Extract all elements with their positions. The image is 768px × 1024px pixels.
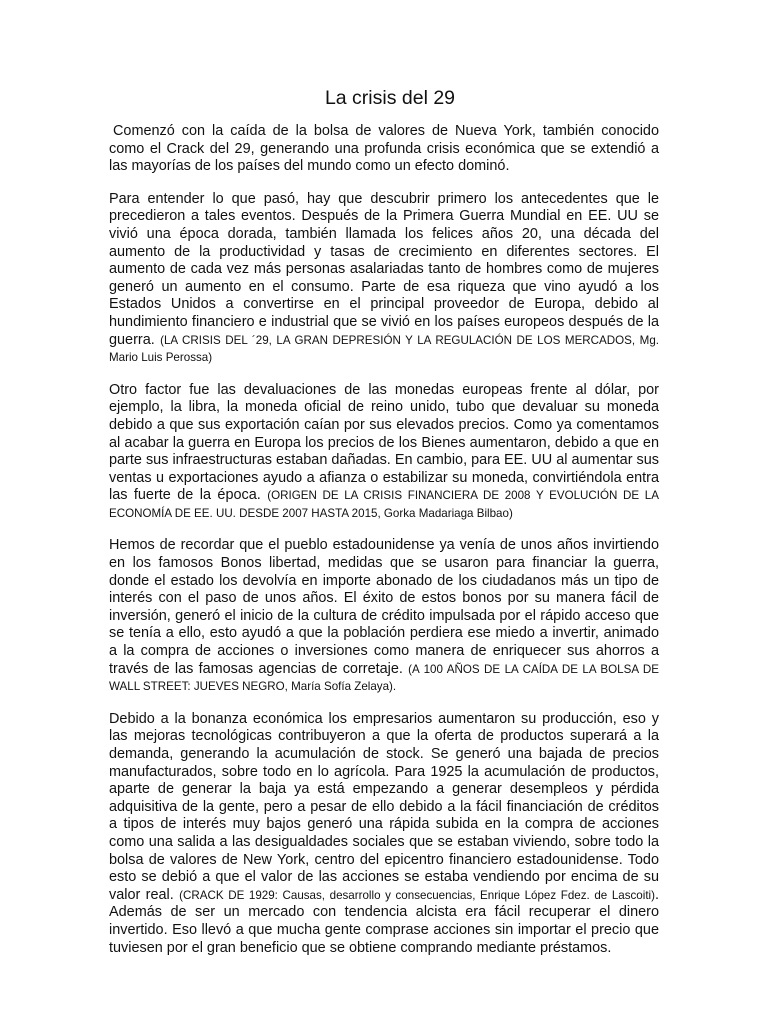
paragraph-text: Debido a la bonanza económica los empresarios aumentaron su producción, eso y las mejoras tecnológicas contribuyeron a que la oferta de productos superará a la demanda, generando la acumulación de stock. Se generó una bajada de precios manufacturados, sobre todo en lo agrícola. Para 1925 la acumulación de productos, aparte de generar la baja ya está empezando a generar desempleos y pérdida adquisitiva de la gente, pero a pesar de ello debido a la fácil financiación de créditos a tipos de interés muy bajos generó una rápida subida en la compra de acciones como una salida a las desigualdades sociales que se estaban viviendo, sobre todo la bolsa de valores de New York, centro del epicentro financiero estadounidense. Todo esto se debió a que el valor de las acciones se estaba vendiendo por encima de su valor real. [109, 710, 659, 903]
citation: (CRACK DE 1929: Causas, desarrollo y consecuencias, Enrique López Fdez. de Lascoiti) [179, 888, 655, 902]
paragraph-liberty-bonds [109, 537, 659, 695]
paragraph-text: Hemos de recordar que el pueblo estadounidense ya venía de unos años invirtiendo en los famosos Bonos libertad, medidas que se usaron para financiar la guerra, donde el estado los devolvía en importe abonado de los ciudadanos más un tipo de interés con el paso de unos años. El éxito de estos bonos por su manera fácil de inversión, generó el inicio de la cultura de crédito impulsada por el rápido acceso que se tenía a ello, esto ayudó a que la población perdiera ese miedo a invertir, animado a la compra de acciones o inversiones como manera de enriquecer sus ahorros a través de las famosas agencias de corretaje. [109, 537, 659, 677]
citation: (ORIGEN DE LA CRISIS FINANCIERA DE 2008 Y EVOLUCIÓN DE LA ECONOMÍA DE EE. UU. DESDE 2007 HASTA 2015, Gorka Madariaga Bilbao) [109, 489, 659, 520]
paragraph-overproduction [109, 711, 659, 957]
citation: (LA CRISIS DEL ´29, LA GRAN DEPRESIÓN Y LA REGULACIÓN DE LOS MERCADOS, Mg. Mario Luis Perossa) [109, 333, 660, 365]
paragraph-intro [109, 123, 659, 176]
citation: (A 100 AÑOS DE LA CAÍDA DE LA BOLSA DE WALL STREET: JUEVES NEGRO, María Sofía Zelaya). [109, 662, 659, 694]
paragraph-text: Para entender lo que pasó, hay que descubrir primero los antecedentes que le precedieron a tales eventos. Después de la Primera Guerra Mundial en EE. UU se vivió una época dorada, también llamada los felices años 20, una década del aumento de la productividad y tasas de crecimiento en diferentes sectores. El aumento de cada vez más personas asalariadas tanto de hombres como de mujeres generó un aumento en el consumo. Parte de esa riqueza que vino ayudó a los Estados Unidos a convertirse en el principal proveedor de Europa, debido al hundimiento financiero e industrial que se vivió en los países europeos después de la guerra. [109, 190, 659, 348]
paragraph-background [109, 191, 659, 367]
paragraph-devaluation [109, 382, 659, 523]
paragraph-text: Comenzó con la caída de la bolsa de valores de Nueva York, también conocido como el Crack del 29, generando una profunda crisis económica que se extendió a las mayorías de los países del mundo como un efecto dominó. [109, 123, 659, 175]
paragraph-text: Otro factor fue las devaluaciones de las monedas europeas frente al dólar, por ejemplo, la libra, la moneda oficial de reino unido, tubo que devaluar su moneda debido a que sus exportación caían por sus elevados precios. Como ya comentamos al acabar la guerra en Europa los precios de los Bienes aumentaron, debido a que en parte sus infraestructuras estaban dañadas. En cambio, para EE. UU al aumentar sus ventas u exportaciones ayudo a afianza o estabilizar su moneda, convirtiéndola entra las fuerte de la época. [109, 381, 659, 504]
document-title: La crisis del 29 [324, 87, 456, 109]
paragraph-tail-text: . Además de ser un mercado con tendencia alcista era fácil recuperar el dinero invertido. Eso llevó a que mucha gente comprase acciones sin importar el precio que tuviesen por el gran beneficio que se obtiene comprando mediante préstamos. [109, 886, 660, 956]
document-page [109, 86, 659, 972]
